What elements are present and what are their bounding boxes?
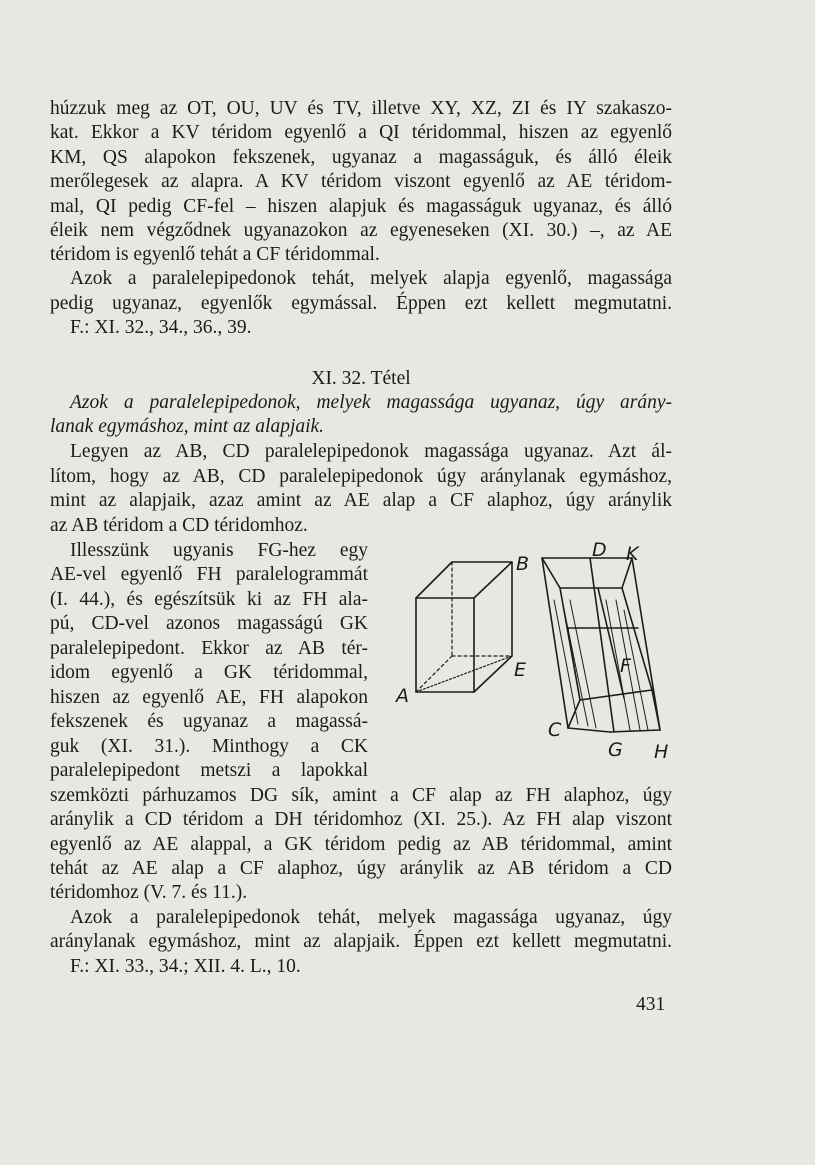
box-ck-top-face [542,558,632,588]
text-line: mal, QI pedig CF-fel – hiszen alapjuk és magasságuk ugyanaz, és álló [50,196,672,217]
text-line: Azok a paralelepipedonok tehát, melyek magassága ugyanaz, úgy [70,907,672,928]
text-line: téridom is egyenlő tehát a CF téridommal. [50,244,380,265]
figure-label-b: B [516,553,530,575]
theorem-statement: Azok a paralelepipedonok, melyek magassága ugyanaz, úgy arány- [70,392,672,413]
figure-label-f: F [620,655,631,677]
text-line: aránylik a CD téridom a DH téridomhoz (XI. 25.). Az FH alap viszont [50,809,672,830]
cross-reference: F.: XI. 33., 34.; XII. 4. L., 10. [70,956,301,977]
text-line: tehát az AE alap a CF alaphoz, úgy aránylik az AB téridom a CD [50,858,672,879]
text-line: Azok a paralelepipedonok tehát, melyek alapja egyenlő, magassága [70,268,672,289]
box-ab-top-face [416,562,512,598]
text-line: aránylanak egymáshoz, mint az alapjaik. Éppen ezt kellett megmutatni. [50,931,672,952]
box-ab-side-face [474,562,512,692]
text-line: téridomhoz (V. 7. és 11.). [50,882,248,903]
text-line: fekszenek és ugyanaz a magassá- [50,711,368,732]
text-line: éleik nem végződnek ugyanazokon az egyeneseken (XI. 30.) –, az AE [50,220,672,241]
plane-dg [590,558,614,732]
text-line: KM, QS alapokon fekszenek, ugyanaz a magasságuk, és álló éleik [50,147,672,168]
text-line: Illesszünk ugyanis FG-hez egy [70,540,368,561]
text-line: paralelepipedont. Ekkor az AB tér- [50,638,368,659]
box-ck-front-edge [542,558,610,732]
text-line: lítom, hogy az AB, CD paralelepipedonok úgy aránylanak egymáshoz, [50,466,672,487]
text-line: merőlegesek az alapra. A KV téridom viszont egyenlő az AE téridom- [50,171,672,192]
figure-label-k: K [626,543,639,565]
figure-label-e: E [514,659,527,681]
theorem-heading: XI. 32. Tétel [311,368,411,389]
theorem-statement: lanak egymáshoz, mint az alapjaik. [50,416,325,437]
text-line: pedig ugyanaz, egyenlők egymással. Éppen ezt kellett megmutatni. [50,293,672,314]
text-line: húzzuk meg az OT, OU, UV és TV, illetve XY, XZ, ZI és IY szakaszo- [50,98,672,119]
text-line: guk (XI. 31.). Minthogy a CK [50,736,368,757]
figure-label-h: H [654,741,669,763]
text-line: (I. 44.), és egészítsük ki az FH ala- [50,589,368,610]
figure-label-a: A [396,685,409,707]
figure-label-g: G [608,739,623,761]
text-line: egyenlő az AE alappal, a GK téridom pedig az AB téridommal, amint [50,834,672,855]
text-line: hiszen az egyenlő AE, FH alapokon [50,687,368,708]
page-number: 431 [636,994,666,1015]
text-line: Legyen az AB, CD paralelepipedonok magassága ugyanaz. Azt ál- [70,441,672,462]
figure-label-c: C [548,719,562,741]
text-line: mint az alapjaik, azaz amint az AE alap a CF alaphoz, úgy aránylik [50,490,672,511]
box-ab-front-face [416,598,474,692]
cross-reference: F.: XI. 32., 34., 36., 39. [70,317,252,338]
text-line: paralelepipedont metszi a lapokkal [50,760,368,781]
text-line: AE-vel egyenlő FH paralelogrammát [50,564,368,585]
text-line: pú, CD-vel azonos magasságú GK [50,613,368,634]
text-line: az AB téridom a CD téridomhoz. [50,515,308,536]
text-line: szemközti párhuzamos DG sík, amint a CF alap az FH alaphoz, úgy [50,785,672,806]
text-line: kat. Ekkor a KV téridom egyenlő a QI téridommal, hiszen az egyenlő [50,122,672,143]
figure-label-d: D [592,540,607,561]
parallelepiped-figure [392,540,682,770]
text-line: idom egyenlő a GK téridommal, [50,662,368,683]
